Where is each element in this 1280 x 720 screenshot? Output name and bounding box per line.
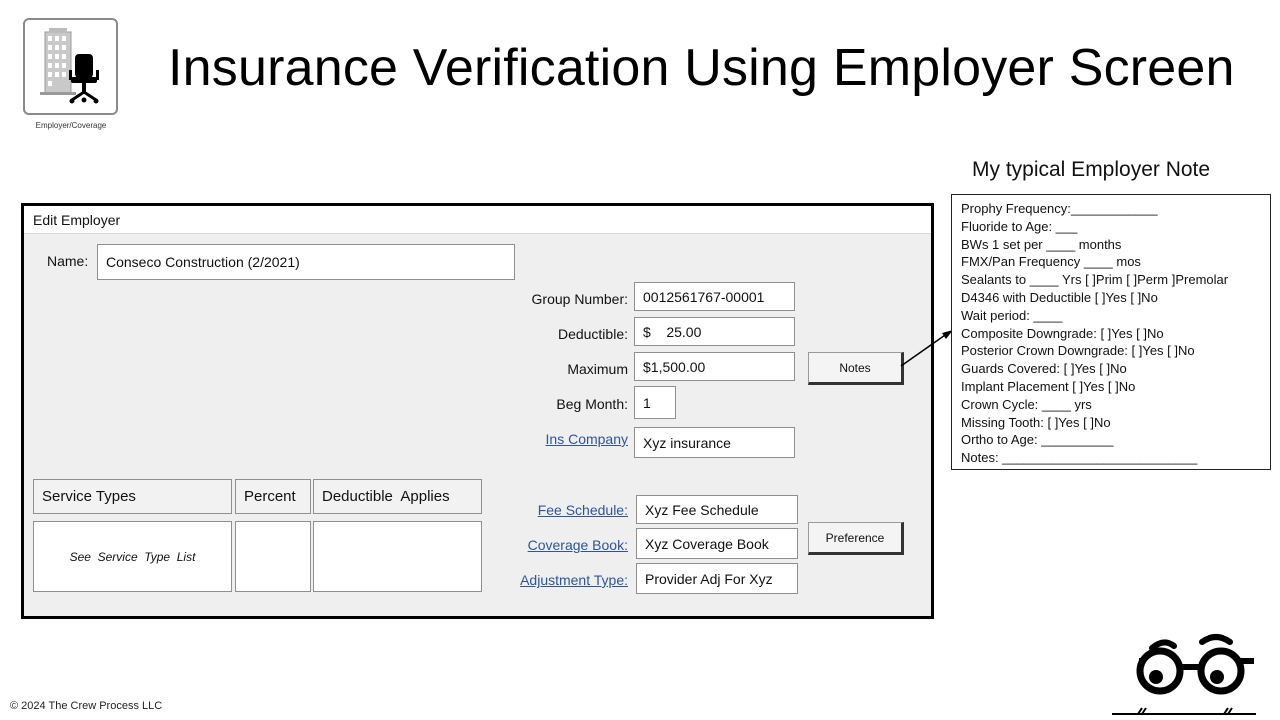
window-title: Edit Employer xyxy=(33,212,121,228)
coverage-book-field[interactable]: Xyz Coverage Book xyxy=(636,528,798,559)
note-line: Missing Tooth: [ ]Yes [ ]No xyxy=(961,414,1111,430)
note-line: Implant Placement [ ]Yes [ ]No xyxy=(961,378,1136,394)
note-line: Guards Covered: [ ]Yes [ ]No xyxy=(961,361,1127,377)
maximum-label: Maximum xyxy=(567,361,628,377)
note-line: Posterior Crown Downgrade: [ ]Yes [ ]No xyxy=(961,343,1195,359)
beg-month-field[interactable]: 1 xyxy=(634,386,676,419)
service-types-header: Service Types xyxy=(33,479,232,514)
preference-button[interactable]: Preference xyxy=(808,522,904,555)
coverage-book-link[interactable]: Coverage Book: xyxy=(527,537,628,553)
adjustment-type-field[interactable]: Provider Adj For Xyz xyxy=(636,563,798,594)
note-title: My typical Employer Note xyxy=(972,158,1211,181)
ins-company-link[interactable]: Ins Company xyxy=(545,431,628,447)
ins-company-field[interactable]: Xyz insurance xyxy=(634,427,795,458)
note-line: Notes: ___________________________ xyxy=(961,450,1198,466)
note-line: Composite Downgrade: [ ]Yes [ ]No xyxy=(961,325,1164,341)
note-line: Crown Cycle: ____ yrs xyxy=(961,396,1092,412)
adjustment-type-link[interactable]: Adjustment Type: xyxy=(520,572,628,588)
note-line: Prophy Frequency:____________ xyxy=(961,201,1158,216)
glasses-eyes-icon xyxy=(1108,628,1260,720)
logo-caption: Employer/Coverage xyxy=(35,121,107,130)
beg-month-label: Beg Month: xyxy=(556,396,628,412)
note-line: Ortho to Age: __________ xyxy=(961,432,1114,448)
employer-note-box xyxy=(951,194,1271,470)
copyright-footer: © 2024 The Crew Process LLC xyxy=(10,700,163,712)
fee-schedule-field[interactable]: Xyz Fee Schedule xyxy=(636,495,798,524)
note-line: Fluoride to Age: ___ xyxy=(961,218,1078,234)
notes-button[interactable]: Notes xyxy=(808,352,904,385)
maximum-field[interactable]: $1,500.00 xyxy=(634,352,795,381)
group-number-label: Group Number: xyxy=(531,291,628,307)
note-line: Sealants to ____ Yrs [ ]Prim [ ]Perm ]Premolar xyxy=(961,272,1229,288)
fee-schedule-link[interactable]: Fee Schedule: xyxy=(537,502,628,518)
deductible-applies-header: Deductible Applies xyxy=(313,479,482,514)
note-line: D4346 with Deductible [ ]Yes [ ]No xyxy=(961,289,1158,305)
note-line: Wait period: ____ xyxy=(961,307,1063,323)
group-number-field[interactable]: 0012561767-00001 xyxy=(634,282,795,311)
note-line: BWs 1 set per ____ months xyxy=(961,236,1122,252)
service-type-cell[interactable]: See Service Type List xyxy=(33,521,232,592)
deductible-label: Deductible: xyxy=(557,326,628,342)
page-title: Insurance Verification Using Employer Screen xyxy=(168,39,1235,97)
percent-header: Percent xyxy=(235,479,311,514)
name-field[interactable]: Conseco Construction (2/2021) xyxy=(97,244,515,280)
name-label: Name: xyxy=(47,253,89,269)
deductible-field[interactable]: $ 25.00 xyxy=(634,317,795,346)
note-line: FMX/Pan Frequency ____ mos xyxy=(961,254,1141,270)
